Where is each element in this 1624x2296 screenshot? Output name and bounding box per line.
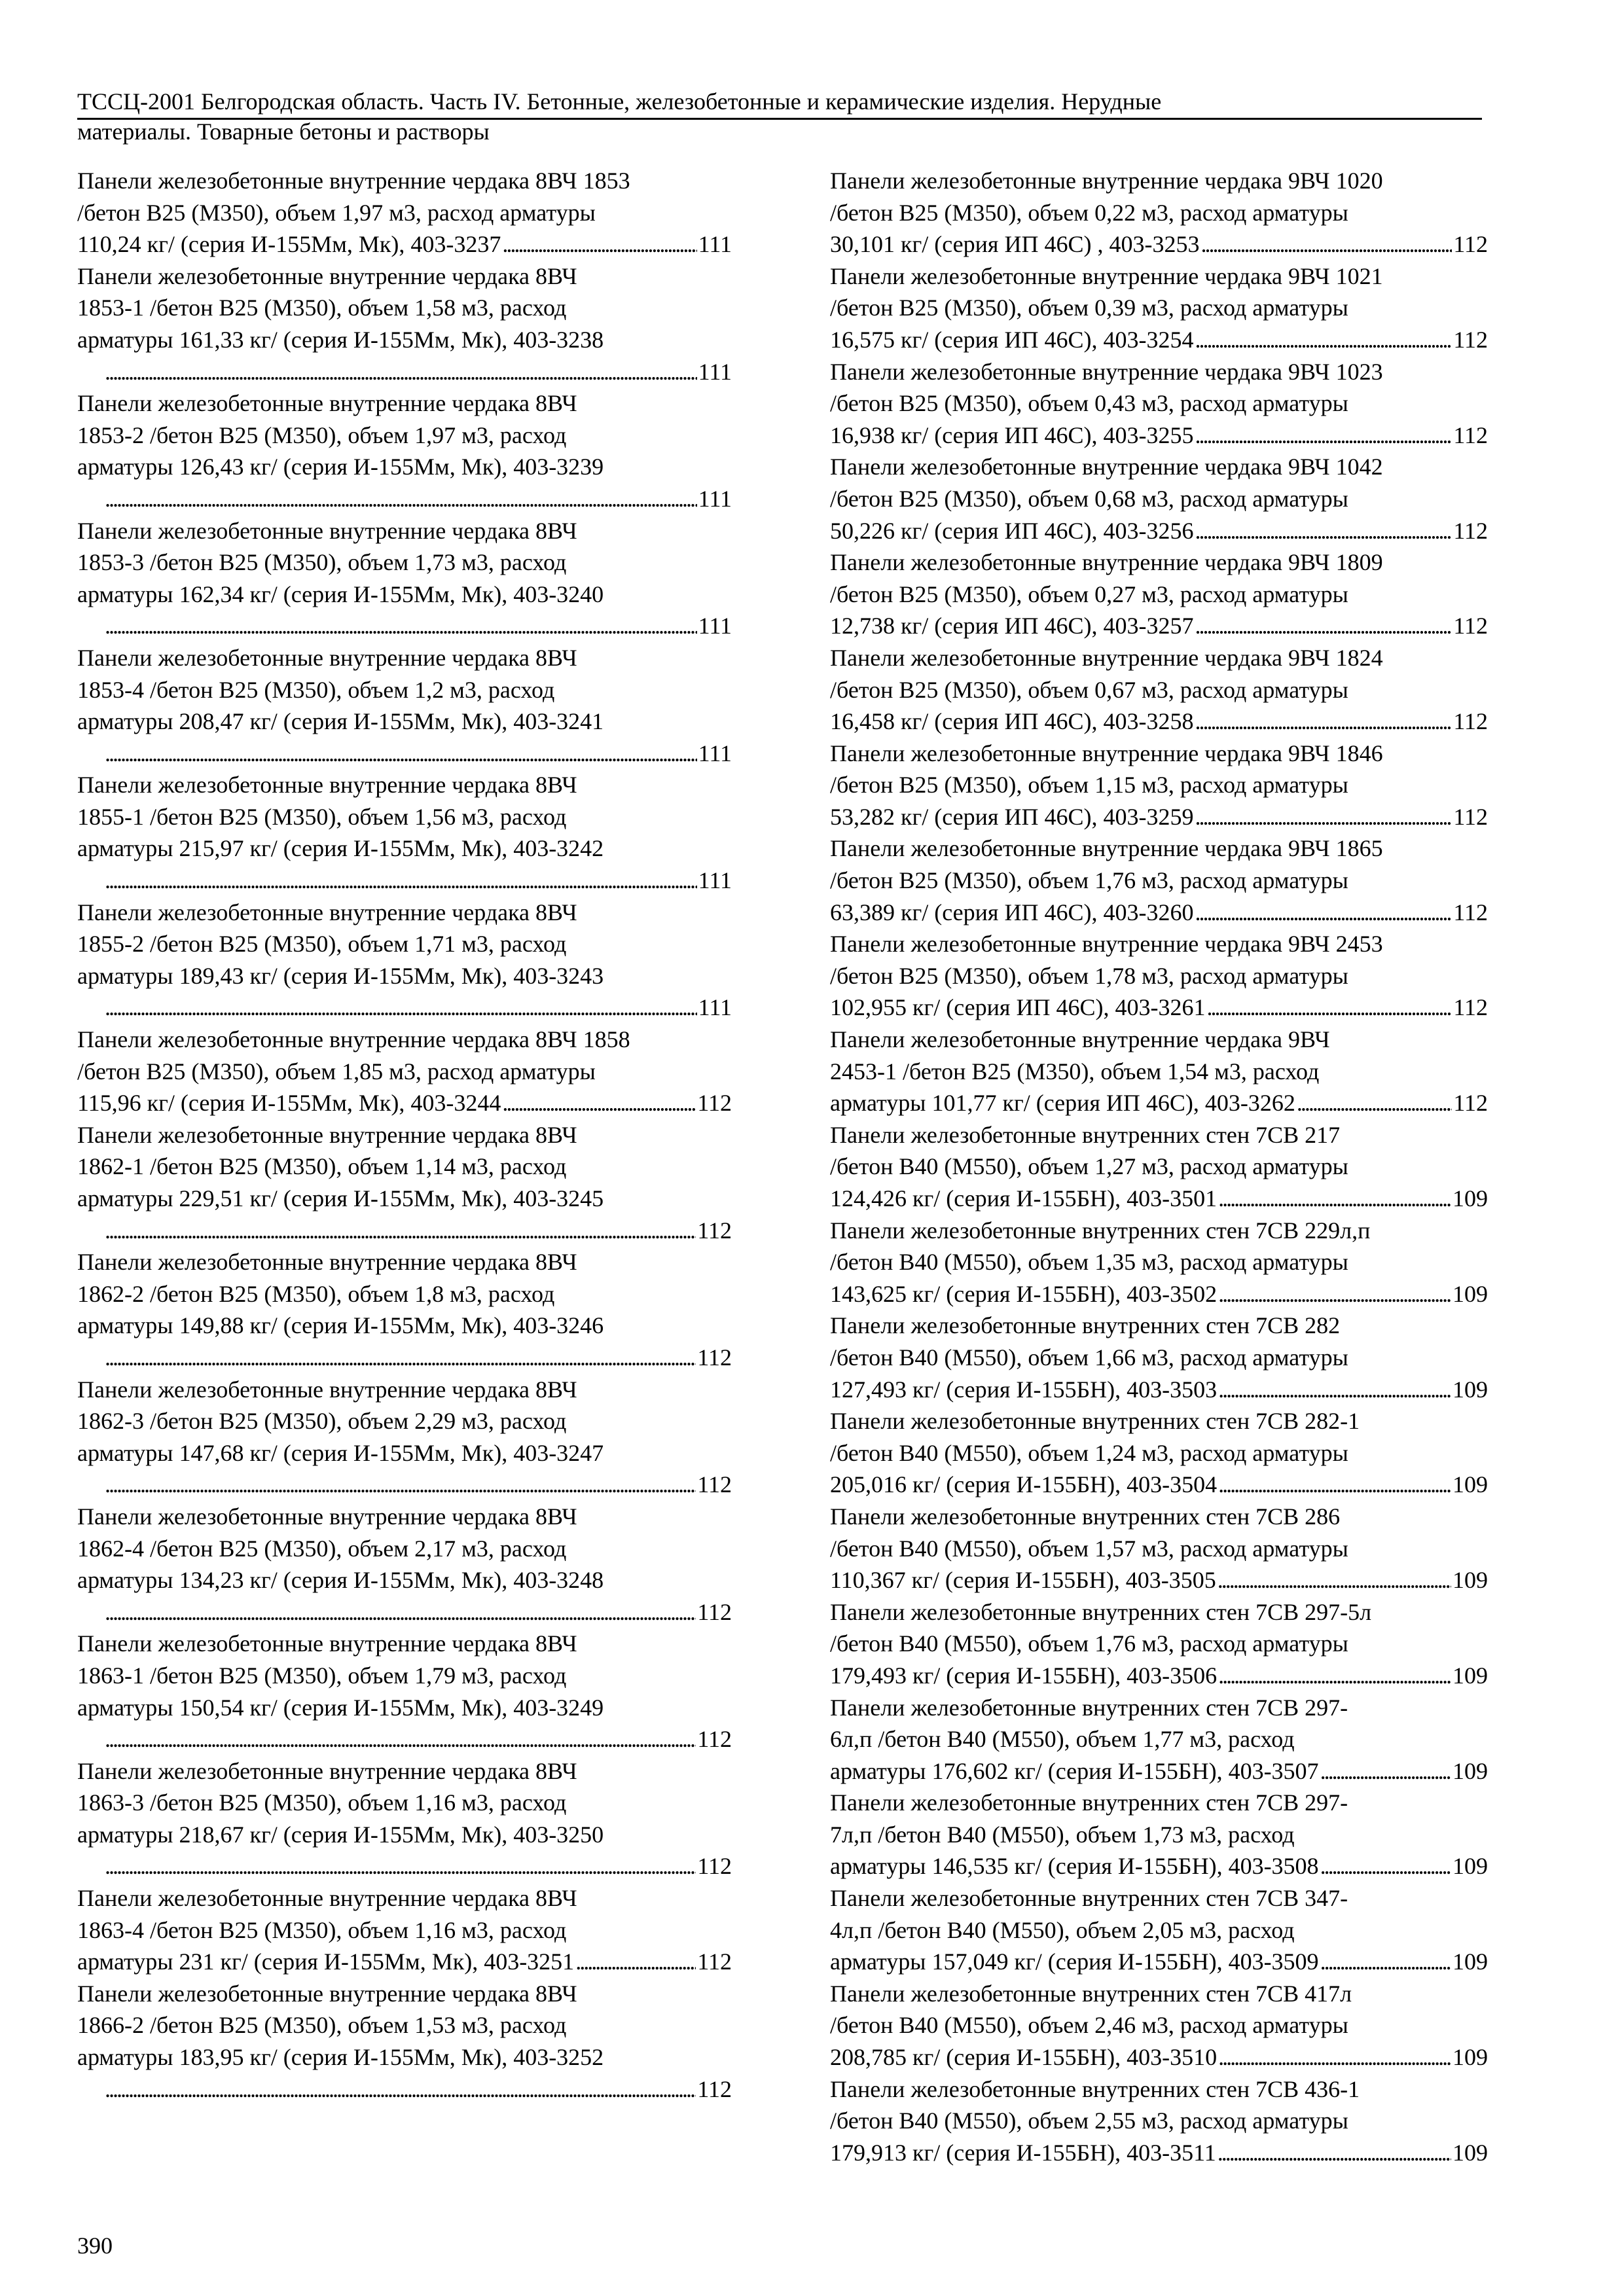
entry-leader-line (830, 897, 1488, 929)
entry-text-line: Панели железобетонные внутренние чердака 9ВЧ 1021 (830, 262, 1383, 289)
dot-leader (1218, 2137, 1451, 2169)
entry-page-number: 112 (697, 1726, 732, 1753)
entry-leader-line (103, 1723, 732, 1755)
dot-leader (105, 1215, 696, 1247)
entry-text-line: арматуры 150,54 кг/ (серия И-155Мм, Мк), 403-3249 (77, 1694, 604, 1721)
entry-text-line: Панели железобетонные внутренние чердака 8ВЧ (77, 1630, 577, 1657)
dot-leader (1297, 1087, 1452, 1119)
dot-leader (1200, 228, 1452, 260)
entry-leader-line (103, 483, 732, 515)
entry-text-line: Панели железобетонные внутренние чердака 8ВЧ (77, 1980, 577, 2007)
entry-leader-line (830, 2041, 1488, 2073)
dot-leader (1206, 992, 1452, 1024)
index-entry (830, 165, 1488, 260)
index-entry (77, 897, 732, 1024)
index-column-right (830, 165, 1488, 2168)
index-entry (77, 769, 732, 896)
entry-text-line: 205,016 кг/ (серия И-155БН), 403-3504 (830, 1471, 1218, 1498)
dot-leader (1320, 1850, 1451, 1882)
entry-text-line: Панели железобетонные внутренних стен 7СВ 282-1 (830, 1408, 1360, 1435)
entry-page-number: 109 (1453, 1471, 1488, 1498)
entry-text-line: 30,101 кг/ (серия ИП 46С) , 403-3253 (830, 231, 1200, 258)
entry-text-line: /бетон В25 (М350), объем 0,68 м3, расход арматуры (830, 485, 1348, 512)
index-entry (77, 1119, 732, 1246)
entry-leader-line (830, 1374, 1488, 1406)
entry-leader-line (103, 1215, 732, 1247)
index-entry (830, 642, 1488, 738)
entry-text-line: Панели железобетонные внутренние чердака 8ВЧ (77, 644, 577, 671)
index-entry (77, 1628, 732, 1755)
index-entry (830, 547, 1488, 642)
entry-text-line: Панели железобетонные внутренние чердака 9ВЧ 1865 (830, 835, 1383, 862)
entry-text-line: 1853-2 /бетон В25 (М350), объем 1,97 м3, расход (77, 422, 567, 448)
entry-text-line: /бетон В25 (М350), объем 1,85 м3, расход арматуры (77, 1058, 596, 1085)
entry-page-number: 111 (698, 994, 732, 1021)
page-number: 390 (77, 2233, 113, 2259)
entry-leader-line (830, 2137, 1488, 2169)
entry-text-line: 1853-3 /бетон В25 (М350), объем 1,73 м3, расход (77, 549, 567, 576)
index-entry (830, 451, 1488, 547)
entry-text-line: арматуры 218,67 кг/ (серия И-155Мм, Мк), 403-3250 (77, 1821, 604, 1848)
entry-page-number: 112 (697, 1217, 732, 1244)
entry-text-line: /бетон В25 (М350), объем 0,22 м3, расход арматуры (830, 199, 1348, 226)
index-column-left (77, 165, 732, 2105)
entry-text-line: арматуры 147,68 кг/ (серия И-155Мм, Мк), 403-3247 (77, 1439, 604, 1466)
entry-text-line: 1853-1 /бетон В25 (М350), объем 1,58 м3, расход (77, 295, 567, 321)
dot-leader (105, 1850, 696, 1882)
dot-leader (1218, 1374, 1451, 1406)
entry-page-number: 112 (1453, 899, 1488, 925)
entry-page-number: 109 (1453, 1662, 1488, 1689)
dot-leader (105, 1469, 696, 1501)
dot-leader (1195, 515, 1452, 547)
entry-leader-line (830, 420, 1488, 452)
dot-leader (1195, 420, 1452, 452)
entry-text-line: 110,367 кг/ (серия И-155БН), 403-3505 (830, 1567, 1216, 1594)
entry-text-line: /бетон В25 (М350), объем 0,67 м3, расход арматуры (830, 676, 1348, 703)
entry-page-number: 112 (697, 1853, 732, 1880)
entry-text-line: 1866-2 /бетон В25 (М350), объем 1,53 м3, расход (77, 2012, 567, 2039)
entry-text-line: 102,955 кг/ (серия ИП 46С), 403-3261 (830, 994, 1206, 1021)
entry-page-number: 112 (1453, 994, 1488, 1021)
entry-leader-line (103, 356, 732, 388)
entry-text-line: Панели железобетонные внутренние чердака 8ВЧ 1858 (77, 1026, 630, 1053)
entry-leader-line (830, 1850, 1488, 1882)
index-entry (830, 928, 1488, 1024)
index-entry (77, 1024, 732, 1119)
entry-text-line: /бетон В25 (М350), объем 1,97 м3, расход арматуры (77, 199, 596, 226)
index-entry (830, 833, 1488, 928)
dot-leader (502, 228, 696, 260)
entry-leader-line (103, 1596, 732, 1628)
index-entry (830, 1596, 1488, 1692)
entry-page-number: 112 (1453, 422, 1488, 448)
entry-text-line: Панели железобетонные внутренние чердака 8ВЧ (77, 899, 577, 925)
entry-text-line: 179,493 кг/ (серия И-155БН), 403-3506 (830, 1662, 1218, 1689)
entry-text-line: /бетон В40 (М550), объем 2,55 м3, расход арматуры (830, 2108, 1348, 2134)
entry-text-line: Панели железобетонные внутренние чердака 9ВЧ 2453 (830, 931, 1383, 958)
index-entry (830, 1692, 1488, 1787)
entry-leader-line (830, 1469, 1488, 1501)
entry-page-number: 112 (697, 1948, 732, 1975)
entry-text-line: 12,738 кг/ (серия ИП 46С), 403-3257 (830, 613, 1194, 639)
entry-text-line: Панели железобетонные внутренних стен 7СВ 347- (830, 1885, 1348, 1912)
entry-text-line: /бетон В40 (М550), объем 1,66 м3, расход арматуры (830, 1344, 1348, 1371)
index-entry (830, 1119, 1488, 1215)
entry-text-line: 4л,п /бетон В40 (М550), объем 2,05 м3, расход (830, 1916, 1295, 1943)
entry-page-number: 112 (697, 1598, 732, 1625)
entry-text-line: арматуры 134,23 кг/ (серия И-155Мм, Мк), 403-3248 (77, 1567, 604, 1594)
entry-text-line: арматуры 101,77 кг/ (серия ИП 46С), 403-3262 (830, 1090, 1295, 1117)
entry-leader-line (830, 515, 1488, 547)
entry-text-line: 1862-3 /бетон В25 (М350), объем 2,29 м3, расход (77, 1408, 567, 1435)
entry-page-number: 112 (1453, 708, 1488, 735)
entry-text-line: 1855-2 /бетон В25 (М350), объем 1,71 м3, расход (77, 931, 567, 958)
index-entry (77, 165, 732, 260)
entry-leader-line (830, 228, 1488, 260)
entry-page-number: 112 (1453, 231, 1488, 258)
entry-text-line: Панели железобетонные внутренние чердака 9ВЧ 1023 (830, 358, 1383, 385)
entry-page-number: 111 (698, 358, 732, 385)
index-entry (830, 2073, 1488, 2169)
entry-leader-line (77, 1946, 732, 1978)
entry-leader-line (830, 1564, 1488, 1596)
entry-leader-line (830, 1946, 1488, 1978)
entry-page-number: 109 (1453, 1757, 1488, 1784)
index-entry (830, 1501, 1488, 1596)
index-entry (77, 1374, 732, 1501)
entry-text-line: 208,785 кг/ (серия И-155БН), 403-3510 (830, 2044, 1218, 2071)
entry-text-line: /бетон В25 (М350), объем 1,15 м3, расход арматуры (830, 772, 1348, 798)
entry-page-number: 112 (697, 1090, 732, 1117)
entry-page-number: 112 (1453, 613, 1488, 639)
entry-page-number: 109 (1453, 1185, 1488, 1211)
dot-leader (1320, 1755, 1451, 1787)
index-entry (77, 1882, 732, 1978)
dot-leader (1320, 1946, 1451, 1978)
header-line-1: ТССЦ-2001 Белгородская область. Часть IV. Бетонные, железобетонные и керамические изделия. Нерудные (77, 88, 1162, 115)
entry-text-line: Панели железобетонные внутренние чердака 9ВЧ 1020 (830, 168, 1383, 194)
entry-text-line: 1862-1 /бетон В25 (М350), объем 1,14 м3, расход (77, 1153, 567, 1180)
entry-leader-line (830, 706, 1488, 738)
entry-text-line: /бетон В40 (М550), объем 2,46 м3, расход арматуры (830, 2012, 1348, 2039)
entry-text-line: Панели железобетонные внутренние чердака 9ВЧ 1846 (830, 740, 1383, 766)
entry-text-line: Панели железобетонные внутренние чердака 8ВЧ (77, 390, 577, 417)
entry-text-line: /бетон В40 (М550), объем 1,27 м3, расход арматуры (830, 1153, 1348, 1180)
entry-text-line: 16,575 кг/ (серия ИП 46С), 403-3254 (830, 326, 1194, 353)
dot-leader (575, 1946, 696, 1978)
entry-leader-line (830, 1755, 1488, 1787)
dot-leader (1195, 801, 1452, 833)
entry-text-line: арматуры 208,47 кг/ (серия И-155Мм, Мк), 403-3241 (77, 708, 604, 735)
entry-text-line: Панели железобетонные внутренних стен 7СВ 417л (830, 1980, 1352, 2007)
entry-text-line: Панели железобетонные внутренних стен 7СВ 297-5л (830, 1598, 1372, 1625)
index-entry (830, 1024, 1488, 1119)
entry-text-line: Панели железобетонные внутренние чердака 8ВЧ (77, 1885, 577, 1912)
index-entry (77, 1978, 732, 2105)
entry-page-number: 109 (1453, 1376, 1488, 1403)
entry-text-line: Панели железобетонные внутренних стен 7СВ 286 (830, 1503, 1341, 1530)
entry-page-number: 112 (697, 2075, 732, 2102)
dot-leader (1195, 706, 1452, 738)
dot-leader (105, 1342, 696, 1374)
dot-leader (105, 356, 697, 388)
entry-leader-line (77, 1087, 732, 1119)
entry-text-line: 127,493 кг/ (серия И-155БН), 403-3503 (830, 1376, 1218, 1403)
entry-text-line: Панели железобетонные внутренние чердака 8ВЧ (77, 1376, 577, 1403)
entry-text-line: арматуры 126,43 кг/ (серия И-155Мм, Мк), 403-3239 (77, 454, 604, 480)
entry-text-line: Панели железобетонные внутренние чердака 9ВЧ (830, 1026, 1330, 1053)
dot-leader (105, 2073, 696, 2106)
entry-page-number: 109 (1453, 1853, 1488, 1880)
dot-leader (1218, 1183, 1451, 1215)
entry-leader-line (103, 1469, 732, 1501)
entry-text-line: 1853-4 /бетон В25 (М350), объем 1,2 м3, расход (77, 676, 555, 703)
entry-text-line: /бетон В25 (М350), объем 0,39 м3, расход арматуры (830, 295, 1348, 321)
dot-leader (1218, 1660, 1451, 1692)
entry-text-line: Панели железобетонные внутренних стен 7СВ 229л,п (830, 1217, 1371, 1244)
entry-text-line: арматуры 189,43 кг/ (серия И-155Мм, Мк), 403-3243 (77, 962, 604, 989)
dot-leader (105, 1596, 696, 1628)
entry-text-line: 53,282 кг/ (серия ИП 46С), 403-3259 (830, 803, 1194, 830)
entry-text-line: /бетон В40 (М550), объем 1,76 м3, расход арматуры (830, 1630, 1348, 1657)
entry-page-number: 109 (1453, 2139, 1488, 2166)
entry-text-line: Панели железобетонные внутренние чердака 9ВЧ 1809 (830, 549, 1383, 576)
entry-page-number: 109 (1453, 1567, 1488, 1594)
index-entry (830, 738, 1488, 833)
entry-page-number: 111 (698, 231, 732, 258)
entry-text-line: 63,389 кг/ (серия ИП 46С), 403-3260 (830, 899, 1194, 925)
entry-text-line: 1863-4 /бетон В25 (М350), объем 1,16 м3, расход (77, 1916, 567, 1943)
entry-page-number: 112 (1453, 803, 1488, 830)
dot-leader (1218, 1564, 1451, 1596)
entry-leader-line (103, 992, 732, 1024)
entry-text-line: Панели железобетонные внутренние чердака 9ВЧ 1824 (830, 644, 1383, 671)
entry-text-line: Панели железобетонные внутренние чердака 8ВЧ (77, 1249, 577, 1276)
entry-page-number: 111 (698, 867, 732, 894)
entry-leader-line (830, 324, 1488, 356)
entry-text-line: арматуры 162,34 кг/ (серия И-155Мм, Мк), 403-3240 (77, 581, 604, 607)
entry-text-line: 110,24 кг/ (серия И-155Мм, Мк), 403-3237 (77, 231, 501, 258)
dot-leader (105, 610, 697, 642)
entry-page-number: 112 (697, 1471, 732, 1498)
entry-page-number: 111 (698, 613, 732, 639)
dot-leader (1195, 897, 1452, 929)
entry-page-number: 109 (1453, 1948, 1488, 1975)
dot-leader (1195, 324, 1452, 356)
dot-leader (502, 1087, 696, 1119)
entry-text-line: 16,458 кг/ (серия ИП 46С), 403-3258 (830, 708, 1194, 735)
index-entry (77, 1501, 732, 1628)
entry-text-line: 16,938 кг/ (серия ИП 46С), 403-3255 (830, 422, 1194, 448)
entry-text-line: Панели железобетонные внутренние чердака 8ВЧ (77, 772, 577, 798)
entry-page-number: 112 (1453, 517, 1488, 544)
index-entry (77, 515, 732, 642)
entry-text-line: /бетон В40 (М550), объем 1,57 м3, расход арматуры (830, 1535, 1348, 1562)
entry-text-line: 1862-2 /бетон В25 (М350), объем 1,8 м3, расход (77, 1280, 555, 1307)
index-entry (77, 1246, 732, 1373)
index-entry (830, 356, 1488, 452)
entry-leader-line (830, 1660, 1488, 1692)
header-line-2: материалы. Товарные бетоны и растворы (77, 118, 490, 145)
entry-leader-line (830, 1087, 1488, 1119)
entry-text-line: Панели железобетонные внутренние чердака 8ВЧ (77, 1503, 577, 1530)
dot-leader (105, 865, 697, 897)
entry-text-line: /бетон В40 (М550), объем 1,24 м3, расход арматуры (830, 1439, 1348, 1466)
entry-text-line: Панели железобетонные внутренние чердака 8ВЧ (77, 262, 577, 289)
dot-leader (1218, 1278, 1451, 1310)
entry-text-line: арматуры 176,602 кг/ (серия И-155БН), 403-3507 (830, 1757, 1319, 1784)
header-rule (77, 118, 1482, 120)
entry-text-line: Панели железобетонные внутренних стен 7СВ 297- (830, 1694, 1348, 1721)
index-entry (830, 1310, 1488, 1405)
index-entry (830, 260, 1488, 356)
entry-leader-line (830, 801, 1488, 833)
entry-leader-line (830, 610, 1488, 642)
entry-leader-line (103, 1850, 732, 1882)
entry-text-line: 2453-1 /бетон В25 (М350), объем 1,54 м3, расход (830, 1058, 1320, 1085)
entry-text-line: арматуры 157,049 кг/ (серия И-155БН), 403-3509 (830, 1948, 1319, 1975)
entry-text-line: 7л,п /бетон В40 (М550), объем 1,73 м3, расход (830, 1821, 1295, 1848)
index-entry (77, 1755, 732, 1882)
index-entry (830, 1405, 1488, 1501)
entry-text-line: 1855-1 /бетон В25 (М350), объем 1,56 м3, расход (77, 803, 567, 830)
dot-leader (105, 1723, 696, 1755)
entry-leader-line (830, 992, 1488, 1024)
entry-leader-line (103, 738, 732, 770)
entry-text-line: /бетон В25 (М350), объем 0,43 м3, расход арматуры (830, 390, 1348, 417)
entry-leader-line (830, 1278, 1488, 1310)
entry-text-line: Панели железобетонные внутренние чердака 8ВЧ (77, 1757, 577, 1784)
dot-leader (105, 738, 697, 770)
entry-text-line: /бетон В25 (М350), объем 1,78 м3, расход арматуры (830, 962, 1348, 989)
entry-text-line: Панели железобетонные внутренние чердака 8ВЧ (77, 1121, 577, 1148)
index-entry (830, 1978, 1488, 2073)
entry-text-line: арматуры 161,33 кг/ (серия И-155Мм, Мк), 403-3238 (77, 326, 604, 353)
entry-page-number: 111 (698, 485, 732, 512)
entry-text-line: Панели железобетонные внутренние чердака 8ВЧ (77, 517, 577, 544)
entry-page-number: 112 (697, 1344, 732, 1371)
index-entry (77, 260, 732, 387)
entry-leader-line (103, 1342, 732, 1374)
entry-text-line: /бетон В40 (М550), объем 1,35 м3, расход арматуры (830, 1249, 1348, 1276)
entry-text-line: 1863-3 /бетон В25 (М350), объем 1,16 м3, расход (77, 1789, 567, 1816)
entry-text-line: 115,96 кг/ (серия И-155Мм, Мк), 403-3244 (77, 1090, 501, 1117)
entry-page-number: 112 (1453, 326, 1488, 353)
index-entry (830, 1882, 1488, 1978)
entry-text-line: 6л,п /бетон В40 (М550), объем 1,77 м3, расход (830, 1726, 1295, 1753)
dot-leader (1218, 2041, 1451, 2073)
entry-text-line: /бетон В25 (М350), объем 0,27 м3, расход арматуры (830, 581, 1348, 607)
entry-text-line: Панели железобетонные внутренние чердака 8ВЧ 1853 (77, 168, 630, 194)
entry-page-number: 112 (1453, 1090, 1488, 1117)
entry-leader-line (830, 1183, 1488, 1215)
entry-text-line: Панели железобетонные внутренних стен 7СВ 217 (830, 1121, 1341, 1148)
entry-leader-line (103, 2073, 732, 2106)
running-header (77, 86, 1351, 147)
entry-text-line: Панели железобетонные внутренние чердака 9ВЧ 1042 (830, 454, 1383, 480)
entry-text-line: арматуры 231 кг/ (серия И-155Мм, Мк), 403-3251 (77, 1948, 575, 1975)
entry-text-line: 1863-1 /бетон В25 (М350), объем 1,79 м3, расход (77, 1662, 567, 1689)
dot-leader (105, 992, 697, 1024)
dot-leader (105, 483, 697, 515)
entry-text-line: 143,625 кг/ (серия И-155БН), 403-3502 (830, 1280, 1218, 1307)
entry-text-line: арматуры 149,88 кг/ (серия И-155Мм, Мк), 403-3246 (77, 1312, 604, 1339)
entry-text-line: арматуры 146,535 кг/ (серия И-155БН), 403-3508 (830, 1853, 1319, 1880)
entry-leader-line (103, 610, 732, 642)
entry-page-number: 109 (1453, 1280, 1488, 1307)
entry-leader-line (77, 228, 732, 260)
entry-text-line: арматуры 183,95 кг/ (серия И-155Мм, Мк), 403-3252 (77, 2044, 604, 2071)
index-entry (77, 387, 732, 514)
entry-text-line: Панели железобетонные внутренних стен 7СВ 436-1 (830, 2075, 1360, 2102)
entry-page-number: 109 (1453, 2044, 1488, 2071)
entry-text-line: 124,426 кг/ (серия И-155БН), 403-3501 (830, 1185, 1218, 1211)
entry-page-number: 111 (698, 740, 732, 766)
entry-text-line: Панели железобетонные внутренних стен 7СВ 297- (830, 1789, 1348, 1816)
index-entry (77, 642, 732, 769)
dot-leader (1195, 610, 1452, 642)
index-entry (830, 1787, 1488, 1882)
entry-text-line: арматуры 229,51 кг/ (серия И-155Мм, Мк), 403-3245 (77, 1185, 604, 1211)
entry-text-line: 179,913 кг/ (серия И-155БН), 403-3511 (830, 2139, 1216, 2166)
entry-text-line: арматуры 215,97 кг/ (серия И-155Мм, Мк), 403-3242 (77, 835, 604, 862)
dot-leader (1218, 1469, 1451, 1501)
index-entry (830, 1215, 1488, 1310)
entry-text-line: Панели железобетонные внутренних стен 7СВ 282 (830, 1312, 1341, 1339)
entry-text-line: /бетон В25 (М350), объем 1,76 м3, расход арматуры (830, 867, 1348, 894)
entry-text-line: 50,226 кг/ (серия ИП 46С), 403-3256 (830, 517, 1194, 544)
entry-text-line: 1862-4 /бетон В25 (М350), объем 2,17 м3, расход (77, 1535, 567, 1562)
entry-leader-line (103, 865, 732, 897)
